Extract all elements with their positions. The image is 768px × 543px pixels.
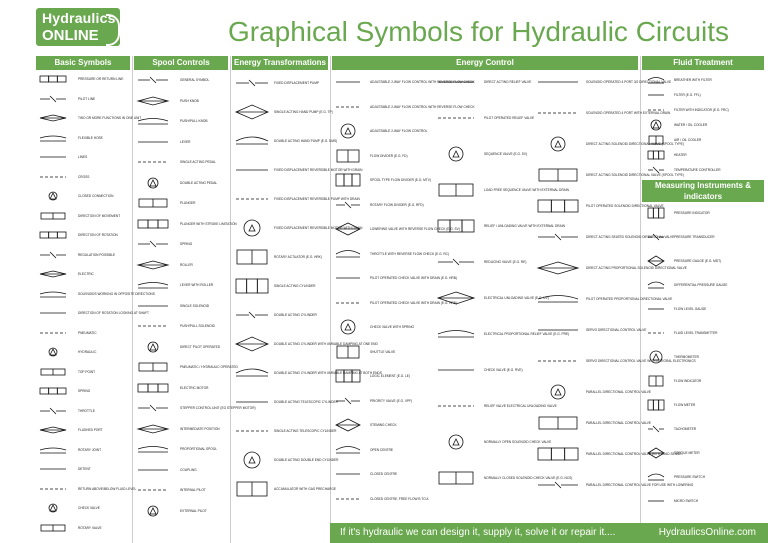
symbol-icon bbox=[536, 74, 580, 90]
symbol-icon bbox=[536, 291, 580, 307]
symbol-icon bbox=[136, 197, 170, 209]
energy-control-b-label: RELIEF VALVE ELECTRICAL UNLOADING VALVE bbox=[484, 404, 557, 408]
symbol-icon bbox=[234, 451, 270, 469]
energy-transformation-label: ROTARY ACTUATOR (E.G. HRK) bbox=[274, 255, 322, 259]
energy-control-a-label: ADJUSTABLE 2-WAY FLOW CONTROL bbox=[370, 129, 428, 133]
header-basic-symbols: Basic Symbols bbox=[36, 56, 130, 70]
energy-transformation-label: FIXED DISPLACEMENT REVERSIBLE PUMP WITH DRAIN bbox=[274, 197, 360, 201]
basic-symbol-label: TWO OR MORE FUNCTIONS IN ONE UNIT bbox=[78, 116, 142, 120]
symbol-icon bbox=[234, 103, 270, 121]
energy-control-a-label: FLOW DIVIDER (E.G. FD) bbox=[370, 153, 408, 158]
basic-symbol-label: RETURN ABOVE/BELOW FLUID LEVEL bbox=[78, 486, 137, 491]
symbol-icon bbox=[38, 269, 68, 279]
symbol-icon bbox=[646, 350, 666, 364]
header-measuring-instruments: Measuring Instruments & indicators bbox=[642, 180, 764, 202]
measuring-instrument-label: TORQUE METER bbox=[674, 451, 700, 455]
basic-symbol-label: THROTTLE bbox=[78, 408, 95, 413]
symbol-icon bbox=[334, 295, 362, 311]
energy-control-c-label: DIRECT ACTING SOLENOID DIRECTIONAL VALVE (SPOOL TYPE) bbox=[586, 173, 684, 177]
symbol-icon bbox=[234, 335, 270, 353]
symbol-icon bbox=[234, 422, 270, 440]
symbol-icon bbox=[436, 326, 476, 342]
symbol-icon bbox=[234, 480, 270, 498]
energy-control-c-label: SOLENOID OPERATED 4 PORT WITH EXTERNAL DRAIN bbox=[586, 111, 671, 115]
basic-symbol-label: ROTARY VALVE bbox=[78, 525, 102, 530]
symbol-icon bbox=[136, 218, 170, 230]
measuring-instrument-label: MICRO SWITCH bbox=[674, 499, 699, 503]
measuring-instrument-label: PRESSURE INDICATOR bbox=[674, 211, 710, 215]
energy-transformation-label: ACCUMULATOR WITH GAS PRECHARGE bbox=[274, 487, 337, 491]
symbol-icon bbox=[646, 470, 666, 484]
symbol-icon bbox=[536, 415, 580, 431]
symbol-icon bbox=[436, 110, 476, 126]
basic-symbol-label: FLEXIBLE HOSE bbox=[78, 135, 103, 140]
symbol-icon bbox=[38, 425, 68, 435]
symbol-icon bbox=[536, 136, 580, 152]
symbol-icon bbox=[536, 105, 580, 121]
energy-control-a-label: PILOT OPERATED CHECK VALVE WITH DRAIN (E.G. HRB) bbox=[370, 276, 457, 280]
symbol-icon bbox=[646, 374, 666, 388]
measuring-instrument-label: FLUID LEVEL TRANSMITTER bbox=[674, 331, 718, 335]
energy-control-a-label: OPEN CENTRE bbox=[370, 447, 394, 452]
symbol-icon bbox=[334, 491, 362, 507]
symbol-icon bbox=[536, 322, 580, 338]
symbol-icon bbox=[38, 133, 68, 143]
energy-control-c-label: PILOT OPERATED SOLENOID DIRECTIONAL VALVE bbox=[586, 204, 664, 208]
symbol-icon bbox=[536, 384, 580, 400]
energy-control-b-label: ELECTRICAL PROPORTIONAL RELIEF VALVE (E.G. PRE) bbox=[484, 332, 570, 336]
energy-control-c-label: PARALLEL DIRECTIONAL CONTROL VALVE FOR USE WITH LOWERING bbox=[586, 483, 694, 487]
symbol-icon bbox=[234, 248, 270, 266]
symbol-icon bbox=[334, 148, 362, 164]
energy-control-c-label: SERVO DIRECTIONAL CONTROL VALVE bbox=[586, 328, 647, 332]
symbol-icon bbox=[234, 306, 270, 324]
energy-control-c-label: DIRECT ACTING PROPORTIONAL SOLENOID DIRECTIONAL VALVE bbox=[586, 266, 687, 270]
symbol-icon bbox=[38, 113, 68, 123]
spool-control-label: LEVER bbox=[180, 139, 191, 144]
basic-symbol-label: DETENT bbox=[78, 467, 91, 471]
symbol-icon bbox=[646, 74, 666, 86]
energy-control-a-label: CHECK VALVE WITH SPRING bbox=[370, 325, 414, 329]
symbol-icon bbox=[38, 152, 68, 162]
logo-line2: ONLINE bbox=[42, 27, 99, 44]
energy-control-b-label: DIRECT ACTING RELIEF VALVE bbox=[484, 80, 532, 84]
symbol-icon bbox=[234, 393, 270, 411]
symbol-icon bbox=[646, 278, 666, 292]
measuring-instrument-label: PRESSURE TRANSDUCER bbox=[674, 235, 715, 239]
basic-symbol-label: CLOSED CONNECTION bbox=[78, 194, 114, 198]
page-title: Graphical Symbols for Hydraulic Circuits bbox=[228, 16, 730, 47]
logo-swoosh-icon bbox=[106, 14, 120, 46]
fluid-treatment-label: AIR / OIL COOLER bbox=[674, 138, 702, 142]
energy-control-a-label: SPOOL TYPE FLOW DIVIDER (E.G. MTV) bbox=[370, 178, 431, 182]
spool-control-label: ROLLER bbox=[180, 262, 193, 267]
symbol-icon bbox=[536, 353, 580, 369]
spool-control-label: DOUBLE ACTING PEDAL bbox=[180, 180, 218, 185]
symbol-icon bbox=[646, 326, 666, 340]
symbol-icon bbox=[38, 328, 68, 338]
basic-symbol-label: LINES bbox=[78, 155, 88, 159]
symbol-icon bbox=[536, 198, 580, 214]
footer-slogan: If it's hydraulic we can design it, supply it, solve it or repair it.... bbox=[340, 527, 616, 538]
symbol-icon bbox=[38, 484, 68, 494]
basic-symbol-label: ELECTRIC bbox=[78, 272, 94, 276]
symbol-icon bbox=[334, 442, 362, 458]
energy-control-b-label: LOAD FREE SEQUENCE VALVE WITH EXTERNAL DRAIN bbox=[484, 188, 569, 192]
symbol-icon bbox=[136, 382, 170, 394]
symbol-icon bbox=[536, 167, 580, 183]
symbol-icon bbox=[136, 95, 170, 107]
energy-transformation-label: FIXED DISPLACEMENT PUMP bbox=[274, 81, 320, 85]
spool-control-label: SINGLE ACTING PEDAL bbox=[180, 160, 216, 164]
basic-symbol-label: DIRECTION OF ROTATION LOOKING AT SHAFT bbox=[78, 311, 149, 315]
spool-control-label: PUSH KNOB bbox=[180, 98, 199, 103]
symbol-icon bbox=[136, 423, 170, 435]
basic-symbol-label: PNEUMATIC bbox=[78, 330, 97, 335]
symbol-icon bbox=[334, 319, 362, 335]
energy-transformation-label: DOUBLE ACTING CYLINDER WITH VARIABLE DAMPING AT BOTH ENDS bbox=[274, 371, 382, 375]
symbol-icon bbox=[536, 229, 580, 245]
measuring-instrument-label: PRESSURE SWITCH bbox=[674, 475, 705, 479]
energy-control-b-label: PILOT OPERATED RELIEF VALVE bbox=[484, 116, 535, 120]
energy-control-a-label: STEMING CHECK bbox=[370, 423, 397, 427]
spool-control-label: ELECTRIC MOTOR bbox=[180, 385, 209, 390]
symbol-icon bbox=[646, 206, 666, 220]
symbol-icon bbox=[136, 320, 170, 332]
energy-control-a-label: PILOT OPERATED CHECK VALVE WITH DRAIN (E.G. HRB) bbox=[370, 300, 457, 305]
symbol-icon bbox=[334, 99, 362, 115]
spool-control-label: INTERMEDIATE POSITION bbox=[180, 426, 220, 431]
energy-transformation-label: DOUBLE ACTING CYLINDER bbox=[274, 313, 317, 317]
symbol-icon bbox=[646, 422, 666, 436]
symbol-icon bbox=[646, 302, 666, 316]
symbol-icon bbox=[536, 477, 580, 493]
measuring-instrument-label: TACHOMETER bbox=[674, 427, 697, 431]
energy-control-b-label: ELECTRICAL UNLOADING VALVE (E.G. UV) bbox=[484, 296, 549, 300]
symbol-icon bbox=[136, 238, 170, 250]
symbol-icon bbox=[38, 347, 68, 357]
symbol-icon bbox=[646, 446, 666, 460]
energy-control-a-label: CLOSED CENTRE, FREE FLOW B TO A bbox=[370, 496, 429, 501]
symbol-icon bbox=[136, 341, 170, 353]
symbol-icon bbox=[38, 503, 68, 513]
symbol-icon bbox=[646, 164, 666, 176]
symbol-icon bbox=[136, 74, 170, 86]
energy-control-a-label: ADJUSTABLE 2-WAY FLOW CONTROL WITH REVERSE FLOW CHECK bbox=[370, 80, 475, 84]
symbol-icon bbox=[38, 464, 68, 474]
energy-control-c-label: SOLENOID OPERATED 4 PORT 3/2 DIRECTIONAL VALVE bbox=[586, 80, 672, 84]
energy-control-c-label: DIRECT ACTING SEATED SOLENOID DIRECTIONAL VALVE bbox=[586, 235, 675, 239]
energy-transformation-label: DOUBLE ACTING TELESCOPIC CYLINDER bbox=[274, 400, 338, 404]
spool-control-label: EXTERNAL PILOT bbox=[180, 508, 207, 513]
symbol-icon bbox=[436, 470, 476, 486]
energy-transformation-label: DOUBLE ACTING CYLINDER WITH VARIABLE DAMPING AT ONE END bbox=[274, 342, 378, 346]
energy-control-b-label: REDUCING VALVE (E.G. RE) bbox=[484, 260, 527, 264]
footer-bar bbox=[330, 523, 768, 543]
symbol-icon bbox=[136, 505, 170, 517]
symbol-icon bbox=[334, 221, 362, 237]
symbol-icon bbox=[646, 89, 666, 101]
energy-transformation-label: FIXED DISPLACEMENT REVERSIBLE MOTOR WITH DRAIN bbox=[274, 168, 363, 172]
basic-symbol-label: REGULATION POSSIBLE bbox=[78, 252, 116, 257]
symbol-icon bbox=[234, 132, 270, 150]
basic-symbol-label: CROSS bbox=[78, 174, 90, 179]
energy-control-a-label: PRIORITY VALVE (E.G. VPF) bbox=[370, 398, 413, 403]
symbol-icon bbox=[136, 115, 170, 127]
spool-control-label: SPRING bbox=[180, 242, 193, 246]
symbol-icon bbox=[38, 172, 68, 182]
spool-control-label: DIRECT PILOT OPERATED bbox=[180, 344, 221, 349]
energy-control-a-label: ADJUSTABLE 2-WAY FLOW CONTROL WITH REVERSE FLOW CHECK bbox=[370, 104, 475, 109]
fluid-treatment-label: WATER / OIL COOLER bbox=[674, 123, 708, 127]
energy-control-c-label: SERVO DIRECTIONAL CONTROL VALVE WITH INTEGRAL ELECTRONICS bbox=[586, 359, 696, 363]
symbol-icon bbox=[334, 368, 362, 384]
column-divider bbox=[230, 56, 231, 543]
symbol-icon bbox=[136, 464, 170, 476]
symbol-icon bbox=[334, 197, 362, 213]
symbol-icon bbox=[38, 406, 68, 416]
basic-symbol-label: DIRECTION OF MOVEMENT bbox=[78, 213, 121, 218]
energy-control-b-label: NORMALLY OPEN SOLENOID CHECK VALVE bbox=[484, 440, 552, 444]
energy-transformation-label: FIXED DISPLACEMENT REVERSIBLE MOTOR WITH DRAIN bbox=[274, 226, 363, 230]
basic-symbol-label: FLUSHED PORT bbox=[78, 428, 103, 432]
spool-control-label: STEPPER CONTROL UNIT (EG STEPPER MOTOR) bbox=[180, 406, 256, 410]
footer-website-link[interactable]: HydraulicsOnline.com bbox=[658, 527, 756, 538]
symbol-icon bbox=[234, 74, 270, 92]
energy-control-c-label: PARALLEL DIRECTIONAL CONTROL VALVE bbox=[586, 421, 652, 425]
column-divider bbox=[330, 56, 331, 523]
basic-symbol-label: HYDRAULIC bbox=[78, 350, 97, 354]
symbol-icon bbox=[38, 289, 68, 299]
symbol-icon bbox=[536, 260, 580, 276]
symbol-icon bbox=[136, 156, 170, 168]
energy-control-b-label: NORMALLY CLOSED SOLENOID CHECK VALVE (E.G. NCS) bbox=[484, 476, 573, 480]
basic-symbol-label: SOLENOIDS WORKING IN OPPOSITE DIRECTIONS bbox=[78, 291, 155, 296]
spool-control-label: COUPLING bbox=[180, 467, 197, 472]
symbol-icon bbox=[646, 494, 666, 508]
measuring-instrument-label: PRESSURE GAUGE (E.G. MDT) bbox=[674, 259, 722, 263]
symbol-icon bbox=[234, 161, 270, 179]
measuring-instrument-label: FLOW LEVEL GAUGE bbox=[674, 307, 707, 311]
symbol-icon bbox=[38, 211, 68, 221]
basic-symbol-label: CHECK VALVE bbox=[78, 506, 100, 510]
symbol-icon bbox=[646, 104, 666, 116]
symbol-icon bbox=[38, 250, 68, 260]
measuring-instrument-label: FLOW METER bbox=[674, 403, 696, 407]
symbol-icon bbox=[136, 136, 170, 148]
header-energy-transformations: Energy Transformations bbox=[232, 56, 328, 70]
symbol-icon bbox=[38, 308, 68, 318]
spool-control-label: LEVER WITH ROLLER bbox=[180, 283, 214, 287]
symbol-icon bbox=[38, 445, 68, 455]
symbol-icon bbox=[334, 246, 362, 262]
energy-control-c-label: PARALLEL DIRECTIONAL CONTROL VALVE WITH LOAD SENSE bbox=[586, 452, 682, 456]
energy-control-a-label: THROTTLE WITH REVERSE FLOW CHECK (E.G. RC) bbox=[370, 251, 449, 256]
header-fluid-treatment: Fluid Treatment bbox=[642, 56, 764, 70]
spool-control-label: PLUNGER WITH STROKE LIMITATION bbox=[180, 221, 237, 226]
energy-control-a-label: LOGIC ELEMENT (E.G. LE) bbox=[370, 374, 410, 378]
energy-control-c-label: PARALLEL DIRECTIONAL CONTROL VALVE bbox=[586, 390, 652, 394]
spool-control-label: PLUNGER bbox=[180, 201, 196, 205]
logo-line1: Hydraulics bbox=[42, 10, 116, 26]
energy-control-c-label: DIRECT ACTING SOLENOID DIRECTIONAL VALVE (SPOOL TYPE) bbox=[586, 142, 684, 146]
symbol-icon bbox=[334, 344, 362, 360]
symbol-icon bbox=[436, 362, 476, 378]
symbol-icon bbox=[136, 484, 170, 496]
spool-control-label: PROPORTIONAL SPOOL bbox=[180, 447, 218, 451]
symbol-icon bbox=[436, 182, 476, 198]
spool-control-label: SINGLE SOLENOID bbox=[180, 303, 210, 308]
symbol-icon bbox=[234, 277, 270, 295]
symbol-icon bbox=[436, 290, 476, 306]
symbol-icon bbox=[646, 398, 666, 412]
symbol-icon bbox=[38, 367, 68, 377]
symbol-icon bbox=[334, 74, 362, 90]
energy-control-a-label: LOWERING VALVE WITH REVERSE FLOW CHECK (E.G. SV) bbox=[370, 227, 460, 231]
symbol-icon bbox=[646, 119, 666, 131]
symbol-icon bbox=[334, 270, 362, 286]
energy-transformation-label: SINGLE ACTING CYLINDER bbox=[274, 284, 316, 288]
symbol-icon bbox=[334, 466, 362, 482]
header-spool-controls: Spool Controls bbox=[134, 56, 228, 70]
symbol-icon bbox=[136, 259, 170, 271]
spool-control-label: PNEUMATIC / HYDRAULIC OPERATED bbox=[180, 365, 238, 369]
symbol-icon bbox=[436, 398, 476, 414]
spool-control-label: GENERAL SYMBOL bbox=[180, 78, 210, 82]
energy-control-a-label: CLOSED CENTRE bbox=[370, 472, 398, 476]
symbol-icon bbox=[334, 417, 362, 433]
basic-symbol-label: ROTARY JOINT bbox=[78, 447, 102, 452]
symbol-icon bbox=[536, 446, 580, 462]
symbol-icon bbox=[234, 364, 270, 382]
symbol-icon bbox=[136, 361, 170, 373]
energy-control-c-label: PILOT OPERATED PROPORTIONAL DIRECTIONAL VALVE bbox=[586, 297, 673, 301]
energy-transformation-label: DOUBLE ACTING HAND PUMP (E.G. DMS) bbox=[274, 139, 338, 143]
symbol-icon bbox=[136, 177, 170, 189]
measuring-instrument-label: DIFFERENTIAL PRESSURE GAUGE bbox=[674, 283, 728, 287]
basic-symbol-label: PRESSURE OR RETURN LINE bbox=[78, 77, 124, 81]
symbol-icon bbox=[38, 191, 68, 201]
energy-control-b-label: CHECK VALVE (E.G. RVE) bbox=[484, 368, 523, 372]
symbol-icon bbox=[436, 218, 476, 234]
symbol-icon bbox=[436, 74, 476, 90]
basic-symbol-label: DIRECTION OF ROTATION bbox=[78, 233, 118, 237]
symbol-icon bbox=[646, 230, 666, 244]
energy-transformation-label: SINGLE ACTING HAND PUMP (E.G. TP) bbox=[274, 110, 333, 114]
symbol-icon bbox=[136, 300, 170, 312]
symbol-icon bbox=[646, 134, 666, 146]
column-divider bbox=[132, 56, 133, 543]
energy-control-b-label: RELIEF / UNLOADING VALVE WITH EXTERNAL DRAIN bbox=[484, 224, 565, 228]
symbol-icon bbox=[136, 443, 170, 455]
symbol-icon bbox=[436, 146, 476, 162]
symbol-icon bbox=[136, 402, 170, 414]
spool-control-label: PUSH/PULL KNOB bbox=[180, 119, 208, 123]
symbol-icon bbox=[334, 123, 362, 139]
fluid-treatment-label: FILTER (E.G. FFL) bbox=[674, 93, 701, 97]
symbol-icon bbox=[436, 254, 476, 270]
spool-control-label: INTERNAL PILOT bbox=[180, 488, 206, 492]
measuring-instrument-label: THERMOMETER bbox=[674, 355, 699, 359]
energy-control-b-label: SEQUENCE VALVE (E.G. SV) bbox=[484, 152, 528, 156]
symbol-icon bbox=[38, 386, 68, 396]
symbol-icon bbox=[136, 279, 170, 291]
symbol-icon bbox=[234, 219, 270, 237]
symbol-icon bbox=[234, 190, 270, 208]
brand-logo bbox=[36, 8, 120, 46]
energy-control-a-label: SHUTTLE VALVE bbox=[370, 349, 396, 354]
header-energy-control: Energy Control bbox=[332, 56, 638, 70]
measuring-instrument-label: FLOW INDICATOR bbox=[674, 379, 702, 383]
symbol-icon bbox=[334, 393, 362, 409]
symbol-icon bbox=[38, 94, 68, 104]
energy-control-a-label: ROTARY FLOW DIVIDER (E.G. RFD) bbox=[370, 202, 424, 207]
basic-symbol-label: SPRING bbox=[78, 389, 91, 393]
basic-symbol-label: TOP POINT bbox=[78, 369, 96, 374]
fluid-treatment-label: BREATHER WITH FILTER bbox=[674, 78, 712, 82]
fluid-treatment-label: HEATER bbox=[674, 153, 687, 157]
energy-transformation-label: DOUBLE ACTING DOUBLE END CYLINDER bbox=[274, 458, 339, 462]
energy-transformation-label: SINGLE ACTING TELESCOPIC CYLINDER bbox=[274, 429, 337, 433]
symbol-icon bbox=[38, 74, 68, 84]
symbol-icon bbox=[646, 254, 666, 268]
symbol-icon bbox=[646, 149, 666, 161]
fluid-treatment-label: TEMPERATURE CONTROLLER bbox=[674, 168, 721, 172]
symbol-icon bbox=[38, 523, 68, 533]
symbol-icon bbox=[436, 434, 476, 450]
symbol-icon bbox=[38, 230, 68, 240]
fluid-treatment-label: FILTER WITH INDICATOR (E.G. FRC) bbox=[674, 108, 729, 112]
symbol-icon bbox=[334, 172, 362, 188]
spool-control-label: PUSH/PULL SOLENOID bbox=[180, 324, 215, 328]
basic-symbol-label: PILOT LINE bbox=[78, 96, 96, 101]
